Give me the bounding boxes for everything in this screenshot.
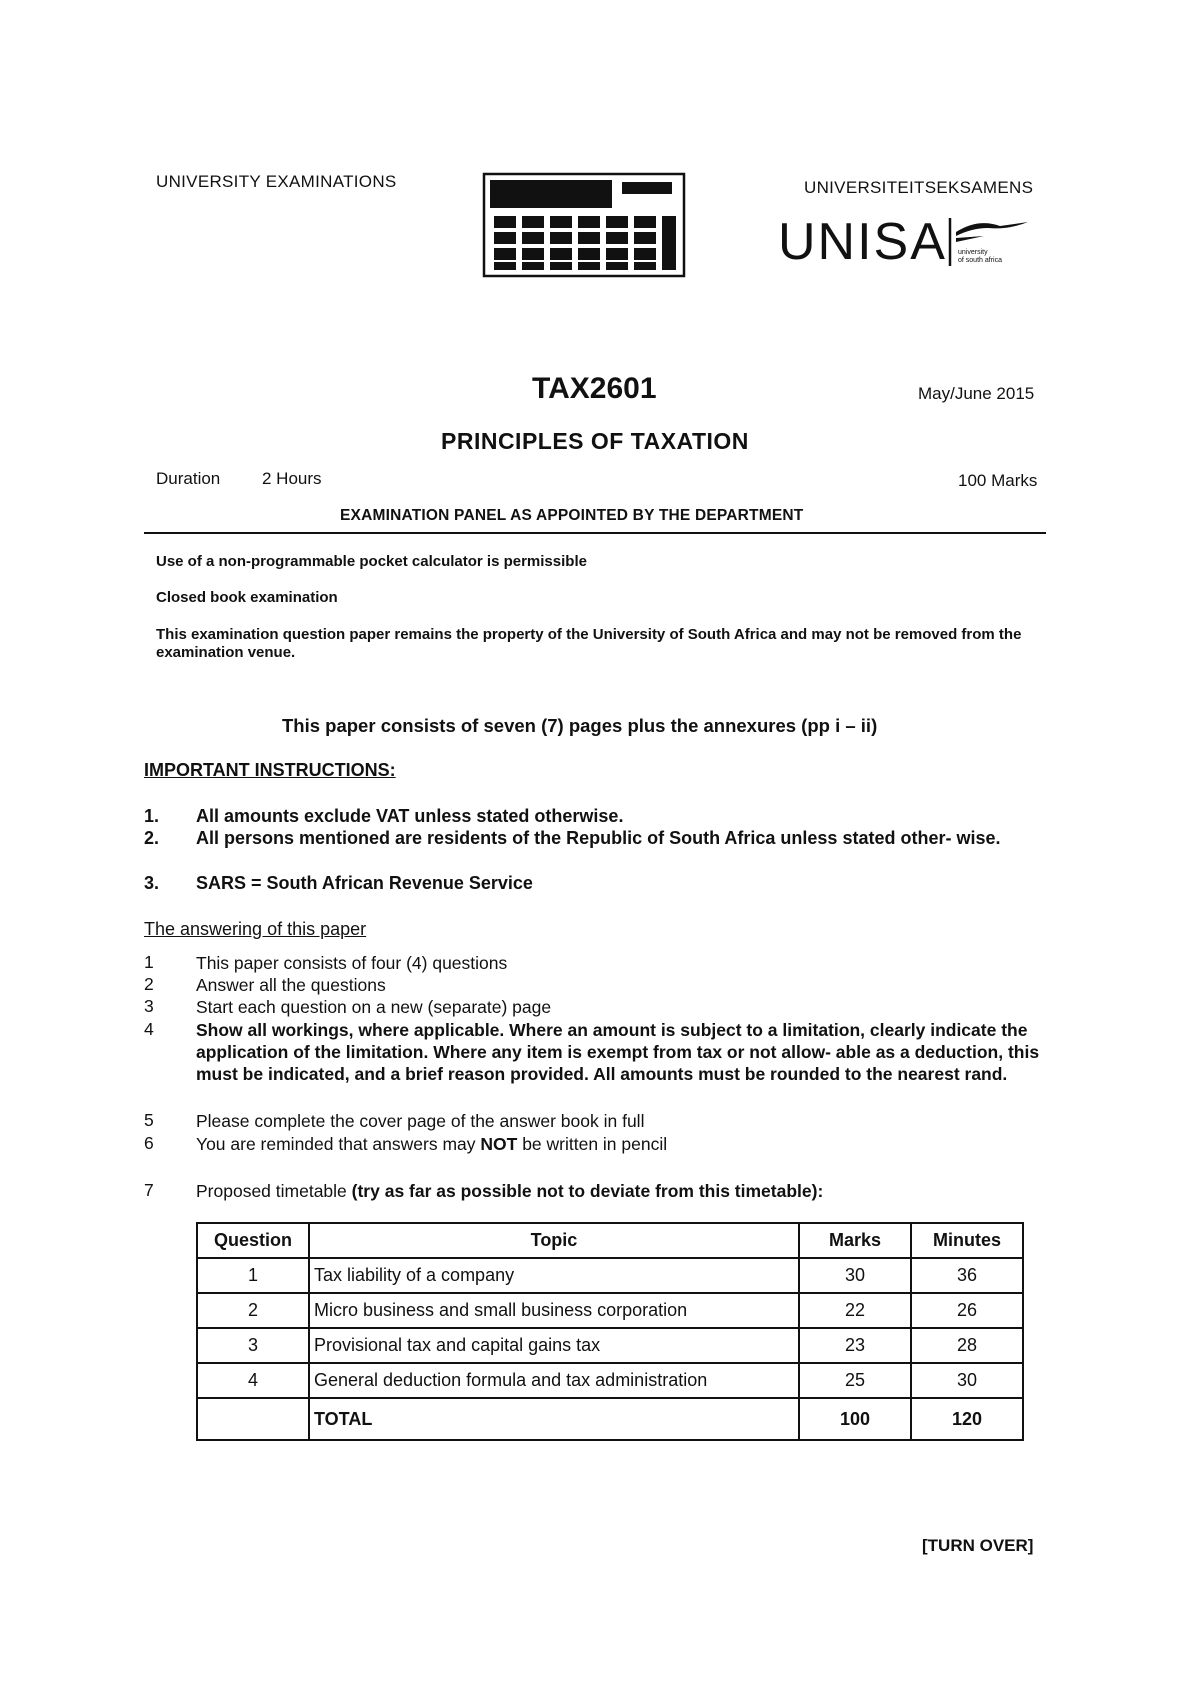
logo-tagline-2: of south africa <box>958 257 1002 264</box>
question-cell: 1 <box>197 1258 309 1293</box>
item-number: 1. <box>144 806 160 826</box>
header-left-label: UNIVERSITY EXAMINATIONS <box>156 172 397 191</box>
item-text: All amounts exclude VAT unless stated otherwise. <box>196 806 624 826</box>
duration-value: 2 Hours <box>262 469 322 488</box>
duration-label: Duration <box>156 469 221 488</box>
question-cell: 3 <box>197 1328 309 1363</box>
total-marks-cell: 100 <box>799 1398 911 1440</box>
item-text: SARS = South African Revenue Service <box>196 873 533 893</box>
question-cell: 2 <box>197 1293 309 1328</box>
text-emphasis: NOT <box>480 1134 518 1154</box>
important-instructions-heading: IMPORTANT INSTRUCTIONS: <box>144 760 396 780</box>
item-text: All persons mentioned are residents of the Republic of South Africa unless stated other- wise. <box>196 828 1001 848</box>
item-number: 5 <box>144 1110 154 1130</box>
item-number: 3. <box>144 873 160 893</box>
item-text: Show all workings, where applicable. Where an amount is subject to a limitation, clearly indicate the application of the limitation. Where any item is exempt from tax or not allow- able as a deduction, this must be indicated, and a brief reason provided. All amounts must be rounded to the nearest rand. <box>196 1020 1040 1084</box>
topic-cell: Provisional tax and capital gains tax <box>309 1328 799 1363</box>
answering-heading: The answering of this paper <box>144 919 367 939</box>
paper-pages-note: This paper consists of seven (7) pages plus the annexures (pp i – ii) <box>282 715 878 736</box>
minutes-cell: 26 <box>911 1293 1023 1328</box>
property-notice: This examination question paper remains the property of the University of South Africa and may not be removed from the examination venue. <box>156 626 1022 661</box>
item-text: Answer all the questions <box>196 975 386 995</box>
item-number: 7 <box>144 1180 154 1200</box>
turn-over-note: [TURN OVER] <box>922 1536 1034 1555</box>
marks-cell: 25 <box>799 1363 911 1398</box>
table-row <box>197 1328 1023 1363</box>
column-header: Topic <box>309 1223 799 1258</box>
answering-item <box>144 952 1054 974</box>
important-item <box>144 806 1054 827</box>
logo-tagline-1: university <box>958 249 988 256</box>
text-emphasis: (try as far as possible not to deviate from this timetable): <box>351 1181 824 1201</box>
answering-item <box>144 1110 1054 1132</box>
calculator-icon <box>482 170 688 280</box>
minutes-cell: 28 <box>911 1328 1023 1363</box>
answering-item <box>144 1019 1054 1085</box>
answering-item <box>144 996 1054 1018</box>
item-text: This paper consists of four (4) questions <box>196 953 508 973</box>
column-header: Question <box>197 1223 309 1258</box>
table-row <box>197 1293 1023 1328</box>
course-code: TAX2601 <box>532 372 657 405</box>
closed-book-notice: Closed book examination <box>156 589 338 606</box>
paper-title: PRINCIPLES OF TAXATION <box>441 428 749 454</box>
marks-cell: 22 <box>799 1293 911 1328</box>
item-number: 1 <box>144 952 154 972</box>
unisa-logo <box>778 212 1002 272</box>
question-cell <box>197 1398 309 1440</box>
table-header-row <box>197 1223 1023 1258</box>
item-number: 4 <box>144 1019 154 1039</box>
calculator-notice: Use of a non-programmable pocket calculator is permissible <box>156 553 587 570</box>
item-text <box>196 1133 1054 1155</box>
important-item <box>144 828 1054 849</box>
timetable-table <box>196 1222 1024 1441</box>
column-header: Marks <box>799 1223 911 1258</box>
marks-cell: 23 <box>799 1328 911 1363</box>
column-header: Minutes <box>911 1223 1023 1258</box>
item-number: 3 <box>144 996 154 1016</box>
logo-word: UNISA <box>778 213 947 271</box>
topic-cell: General deduction formula and tax administration <box>309 1363 799 1398</box>
header-right-label: UNIVERSITEITSEKSAMENS <box>804 178 1034 197</box>
answering-item <box>144 1180 1054 1202</box>
text-part: be written in pencil <box>517 1134 668 1154</box>
unisa-mark-icon <box>948 216 1034 270</box>
text-part: You are reminded that answers may <box>196 1134 481 1154</box>
important-item <box>144 873 1054 894</box>
answering-item <box>144 974 1054 996</box>
marks-cell: 30 <box>799 1258 911 1293</box>
text-part: Proposed timetable <box>196 1181 352 1201</box>
total-marks: 100 Marks <box>958 471 1038 490</box>
table-total-row <box>197 1398 1023 1440</box>
examination-panel: EXAMINATION PANEL AS APPOINTED BY THE DEPARTMENT <box>340 507 804 524</box>
table-row <box>197 1363 1023 1398</box>
question-cell: 4 <box>197 1363 309 1398</box>
item-number: 6 <box>144 1133 154 1153</box>
item-number: 2. <box>144 828 160 848</box>
item-text: Please complete the cover page of the answer book in full <box>196 1111 645 1131</box>
topic-cell: Micro business and small business corporation <box>309 1293 799 1328</box>
answering-item <box>144 1133 1054 1155</box>
item-text <box>196 1180 1054 1202</box>
topic-cell: Tax liability of a company <box>309 1258 799 1293</box>
item-text: Start each question on a new (separate) page <box>196 997 552 1017</box>
exam-session: May/June 2015 <box>918 384 1035 403</box>
item-number: 2 <box>144 974 154 994</box>
minutes-cell: 36 <box>911 1258 1023 1293</box>
header-divider <box>144 532 1046 534</box>
table-row <box>197 1258 1023 1293</box>
total-minutes-cell: 120 <box>911 1398 1023 1440</box>
total-label: TOTAL <box>309 1398 799 1440</box>
minutes-cell: 30 <box>911 1363 1023 1398</box>
